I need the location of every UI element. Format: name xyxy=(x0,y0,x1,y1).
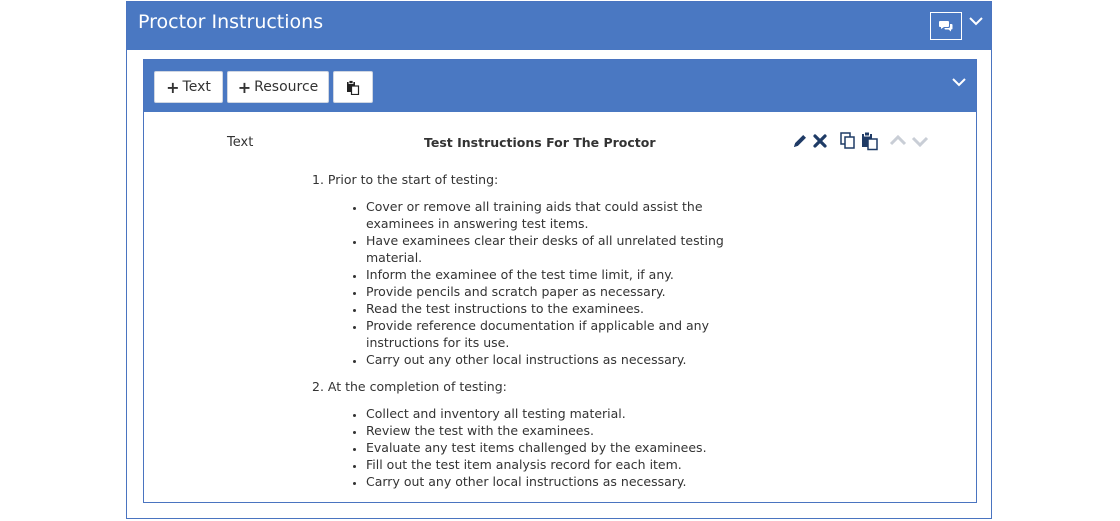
section-heading: 1. Prior to the start of testing: xyxy=(312,172,499,187)
chevron-down-icon[interactable] xyxy=(950,73,968,91)
delete-icon[interactable] xyxy=(810,131,830,151)
list-item: • Inform the examinee of the test time limit, if any. xyxy=(366,266,772,283)
paste-icon[interactable] xyxy=(860,131,880,151)
paste-button[interactable] xyxy=(333,71,373,103)
list-item: • Provide reference documentation if applicable and any instructions for its use. xyxy=(366,317,772,351)
section-toolbar xyxy=(144,60,976,112)
list-item: • Review the test with the examinees. xyxy=(366,422,772,439)
list-item: • Collect and inventory all testing material. xyxy=(366,405,772,422)
proctor-instructions-panel xyxy=(126,1,992,519)
text-section xyxy=(143,59,977,503)
edit-icon[interactable] xyxy=(790,131,810,151)
move-up-icon xyxy=(888,131,908,151)
item-content xyxy=(312,171,772,500)
list-item: • Cover or remove all training aids that could assist the examinees in answering test items. xyxy=(366,198,772,232)
list-item: • Evaluate any test items challenged by the examinees. xyxy=(366,439,772,456)
list-item: • Have examinees clear their desks of all unrelated testing material. xyxy=(366,232,772,266)
item-title: Test Instructions For The Proctor xyxy=(424,135,656,150)
comments-icon xyxy=(939,20,953,32)
add-text-button[interactable] xyxy=(154,71,223,103)
list-item: • Carry out any other local instructions as necessary. xyxy=(366,351,772,368)
copy-icon[interactable] xyxy=(838,131,858,151)
section-list xyxy=(312,405,772,490)
chevron-down-icon[interactable] xyxy=(967,12,985,30)
move-down-icon xyxy=(910,131,930,151)
list-item: • Carry out any other local instructions as necessary. xyxy=(366,473,772,490)
list-item: • Fill out the test item analysis record for each item. xyxy=(366,456,772,473)
add-resource-button[interactable] xyxy=(227,71,329,103)
item-type: Text xyxy=(227,135,254,150)
section-list xyxy=(312,198,772,368)
list-item: • Provide pencils and scratch paper as necessary. xyxy=(366,283,772,300)
panel-header xyxy=(127,2,991,50)
list-item: • Read the test instructions to the examinees. xyxy=(366,300,772,317)
plus-icon: + xyxy=(237,77,252,97)
paste-icon xyxy=(346,80,360,95)
section-heading: 2. At the completion of testing: xyxy=(312,379,507,394)
plus-icon: + xyxy=(166,77,180,97)
add-resource-label: Resource xyxy=(254,79,319,95)
add-text-label: Text xyxy=(182,79,211,95)
panel-title: Proctor Instructions xyxy=(138,11,324,33)
comments-button[interactable] xyxy=(930,12,962,40)
